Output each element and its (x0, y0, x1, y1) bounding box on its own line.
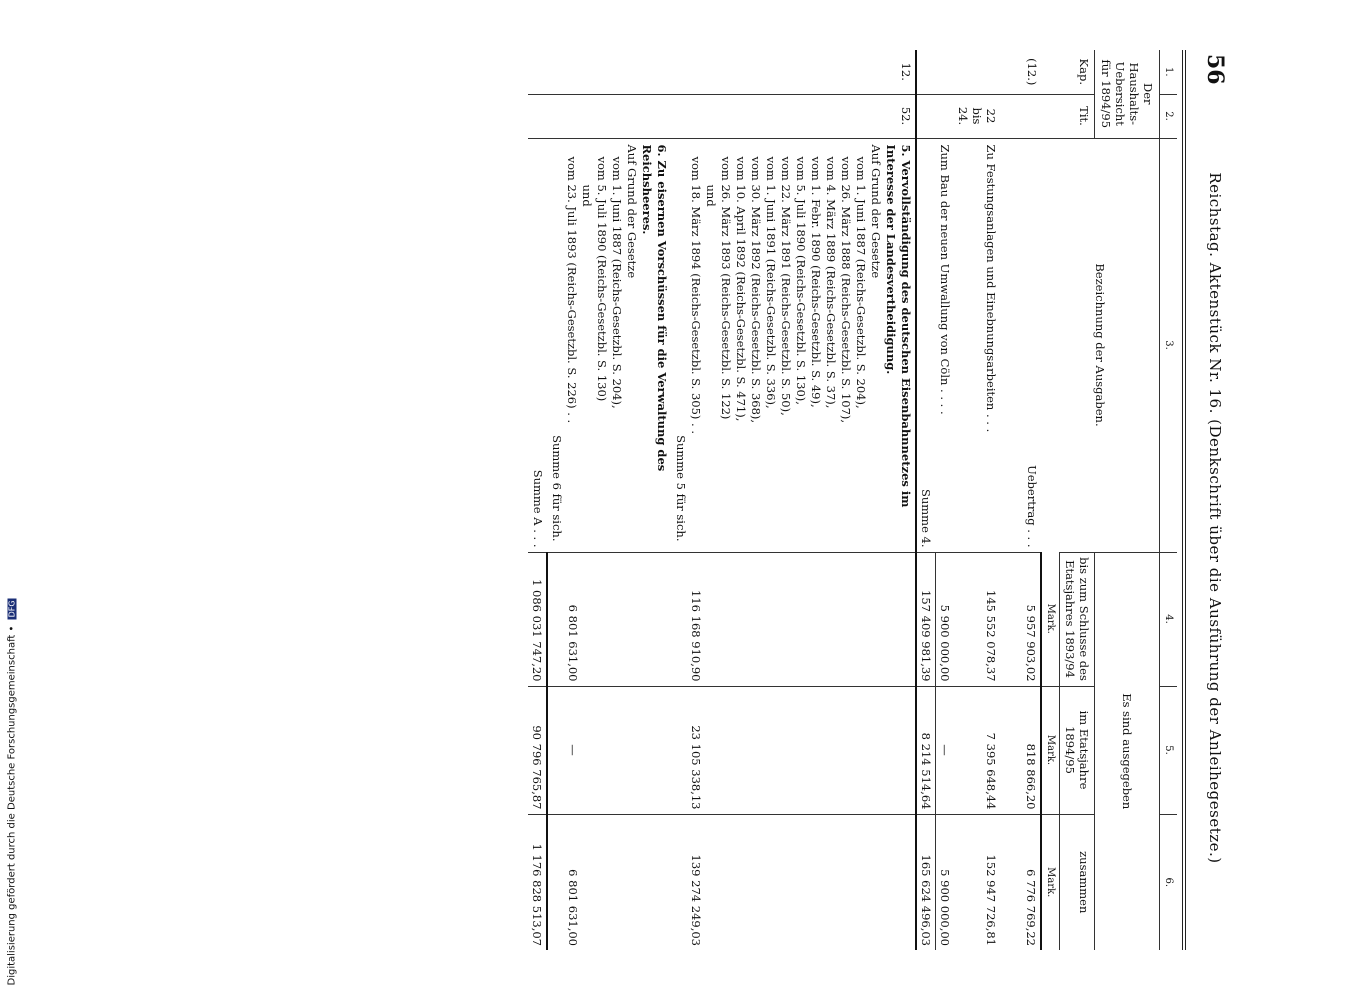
colnum-2: 2. (1159, 94, 1177, 138)
sec6-intro: Auf Grund der Gesetze (624, 144, 639, 279)
unit-col4: Mark. (1041, 552, 1060, 686)
sec5-intro: Auf Grund der Gesetze (868, 144, 883, 279)
page-header (1190, 50, 1234, 950)
festung-label: Zu Festungsanlagen und Einebnungsarbeiten . . . (954, 138, 1000, 552)
sec5-law: vom 1. Febr. 1890 (Reichs-Gesetzbl. S. 49), (808, 156, 823, 408)
colnum-5: 5. (1159, 686, 1177, 814)
summeA-row (528, 50, 547, 950)
uebertrag-row (1022, 50, 1041, 950)
header-rule-2 (1182, 50, 1183, 950)
sec5-v4: 116 168 910,90 (671, 552, 916, 686)
colnum-3: 3. (1159, 138, 1177, 552)
uebertrag-v4: 5 957 903,02 (1022, 552, 1041, 686)
tit-cell (1022, 94, 1041, 138)
summe4-v6: 165 624 496,03 (916, 814, 936, 950)
sec5-law: vom 4. März 1889 (Reichs-Gesetzbl. S. 37), (823, 156, 838, 409)
sec6-law: vom 1. Juni 1887 (Reichs-Gesetzbl. S. 204), (609, 156, 624, 409)
colnum-6: 6. (1159, 814, 1177, 950)
sec5-desc (671, 138, 916, 552)
summeA-v5: 90 796 765,87 (528, 686, 547, 814)
summeA-label: Summe A . . . (528, 138, 547, 552)
sec5-law: und (703, 184, 718, 207)
sec5-v5: 23 105 338,13 (671, 686, 916, 814)
digitization-credit: Digitalisierung gefördert durch die Deutsche Forschungsgemeinschaft • DFG (6, 600, 18, 986)
uebertrag-label: Uebertrag . . . (1022, 138, 1041, 552)
sec5-kap: 12. (671, 50, 916, 94)
sec5-title: 5. Vervollständigung des deutschen Eisenbahnnetzes im Interesse der Landesvertheidigung. (883, 144, 913, 508)
header-rule (1185, 50, 1186, 950)
sec5-law: vom 1. Juni 1887 (Reichs-Gesetzbl. S. 204), (853, 156, 868, 409)
tit-head: Tit. (1041, 94, 1095, 138)
kap-head: Kap. (1041, 50, 1095, 94)
summeA-v6: 1 176 828 513,07 (528, 814, 547, 950)
koeln-v6: 5 900 000,00 (935, 814, 954, 950)
sec5-law: vom 5. Juli 1890 (Reichs-Gesetzbl. S. 130), (793, 156, 808, 405)
col4-head: bis zum Schlusse des Etatsjahres 1893/94 (1059, 552, 1094, 686)
colnum-4: 4. (1159, 552, 1177, 686)
rotated-page-content (102, 50, 1252, 950)
koeln-v5: — (935, 686, 954, 814)
sec5-law: vom 1. Juni 1891 (Reichs-Gesetzbl. S. 336), (763, 156, 778, 409)
sec5-law: vom 18. März 1894 (Reichs-Gesetzbl. S. 305) . . (688, 156, 703, 435)
sec6-v5: — (547, 686, 671, 814)
sec6-sum-label: Summe 6 für sich. (549, 435, 564, 542)
sec6-title: 6. Zu eisernen Vorschüssen für die Verwaltung des Reichsheeres. (639, 144, 669, 472)
uebertrag-v6: 6 776 769,22 (1022, 814, 1041, 950)
kap-cell (954, 50, 1000, 94)
sec5-law: vom 26. März 1888 (Reichs-Gesetzbl. S. 107), (838, 156, 853, 424)
unit-col6: Mark. (1041, 814, 1060, 950)
col6-head: zusammen (1059, 814, 1094, 950)
sec5-law: vom 10. April 1892 (Reichs-Gesetzbl. S. 471), (733, 156, 748, 422)
credit-text: Digitalisierung gefördert durch die Deutsche Forschungsgemeinschaft (6, 634, 18, 986)
sec6-desc (547, 138, 671, 552)
sec5-law: vom 30. März 1892 (Reichs-Gesetzbl. S. 368), (748, 156, 763, 424)
sec6-v6: 6 801 631,00 (547, 814, 671, 950)
summe4-v5: 8 214 514,64 (916, 686, 936, 814)
sec5-law: vom 22. März 1891 (Reichs-Gesetzbl. S. 50), (778, 156, 793, 416)
section6-row (547, 50, 671, 950)
koeln-v4: 5 900 000,00 (935, 552, 954, 686)
sec5-sum-label: Summe 5 für sich. (673, 435, 688, 542)
koeln-row (935, 50, 954, 950)
summe4-v4: 157 409 981,39 (916, 552, 936, 686)
column-number-row (1159, 50, 1177, 950)
sec6-v4: 6 801 631,00 (547, 552, 671, 686)
summe4-label: Summe 4. (916, 138, 936, 552)
festung-row (954, 50, 1000, 950)
summe4-row (916, 50, 936, 950)
festung-v5: 7 395 648,44 (954, 686, 1000, 814)
sec6-law: vom 5. Juli 1890 (Reichs-Gesetzbl. S. 130) (594, 156, 609, 402)
haushalts-head: Der Haushalts-Uebersicht für 1894/95 (1098, 59, 1155, 129)
uebertrag-v5: 818 866,20 (1022, 686, 1041, 814)
unit-col5: Mark. (1041, 686, 1060, 814)
dfg-logo: DFG (7, 600, 17, 618)
sec5-law: vom 26. März 1893 (Reichs-Gesetzbl. S. 122) (718, 156, 733, 420)
tit-cell: 22 bis 24. (954, 94, 1000, 138)
header-row (1094, 50, 1159, 950)
ausgegeben-head: Es sind ausgegeben (1094, 552, 1159, 950)
spacer-row (1000, 50, 1022, 950)
sec5-tit: 52. (671, 94, 916, 138)
summeA-v4: 1 086 031 747,20 (528, 552, 547, 686)
sec6-law: vom 23. Juli 1893 (Reichs-Gesetzbl. S. 226) . . (564, 156, 579, 424)
sec5-v6: 139 274 249,03 (671, 814, 916, 950)
kap-cell: (12.) (1024, 58, 1039, 86)
page-number: 56 (1201, 54, 1228, 85)
sec6-law: und (579, 184, 594, 207)
section5-row (671, 50, 916, 950)
col5-head: im Etatsjahre 1894/95 (1059, 686, 1094, 814)
festung-v4: 145 552 078,37 (954, 552, 1000, 686)
colnum-1: 1. (1159, 50, 1177, 94)
koeln-label: Zum Bau der neuen Umwallung von Cöln . . . . (935, 138, 954, 552)
festung-v6: 152 947 726,81 (954, 814, 1000, 950)
running-title: Reichstag. Aktenstück Nr. 16. (Denkschrift über die Ausführung der Anleihegesetze.) (1205, 172, 1224, 864)
expenditure-table (528, 50, 1177, 950)
bezeichnung-head: Bezeichnung der Ausgaben. (1041, 138, 1160, 552)
